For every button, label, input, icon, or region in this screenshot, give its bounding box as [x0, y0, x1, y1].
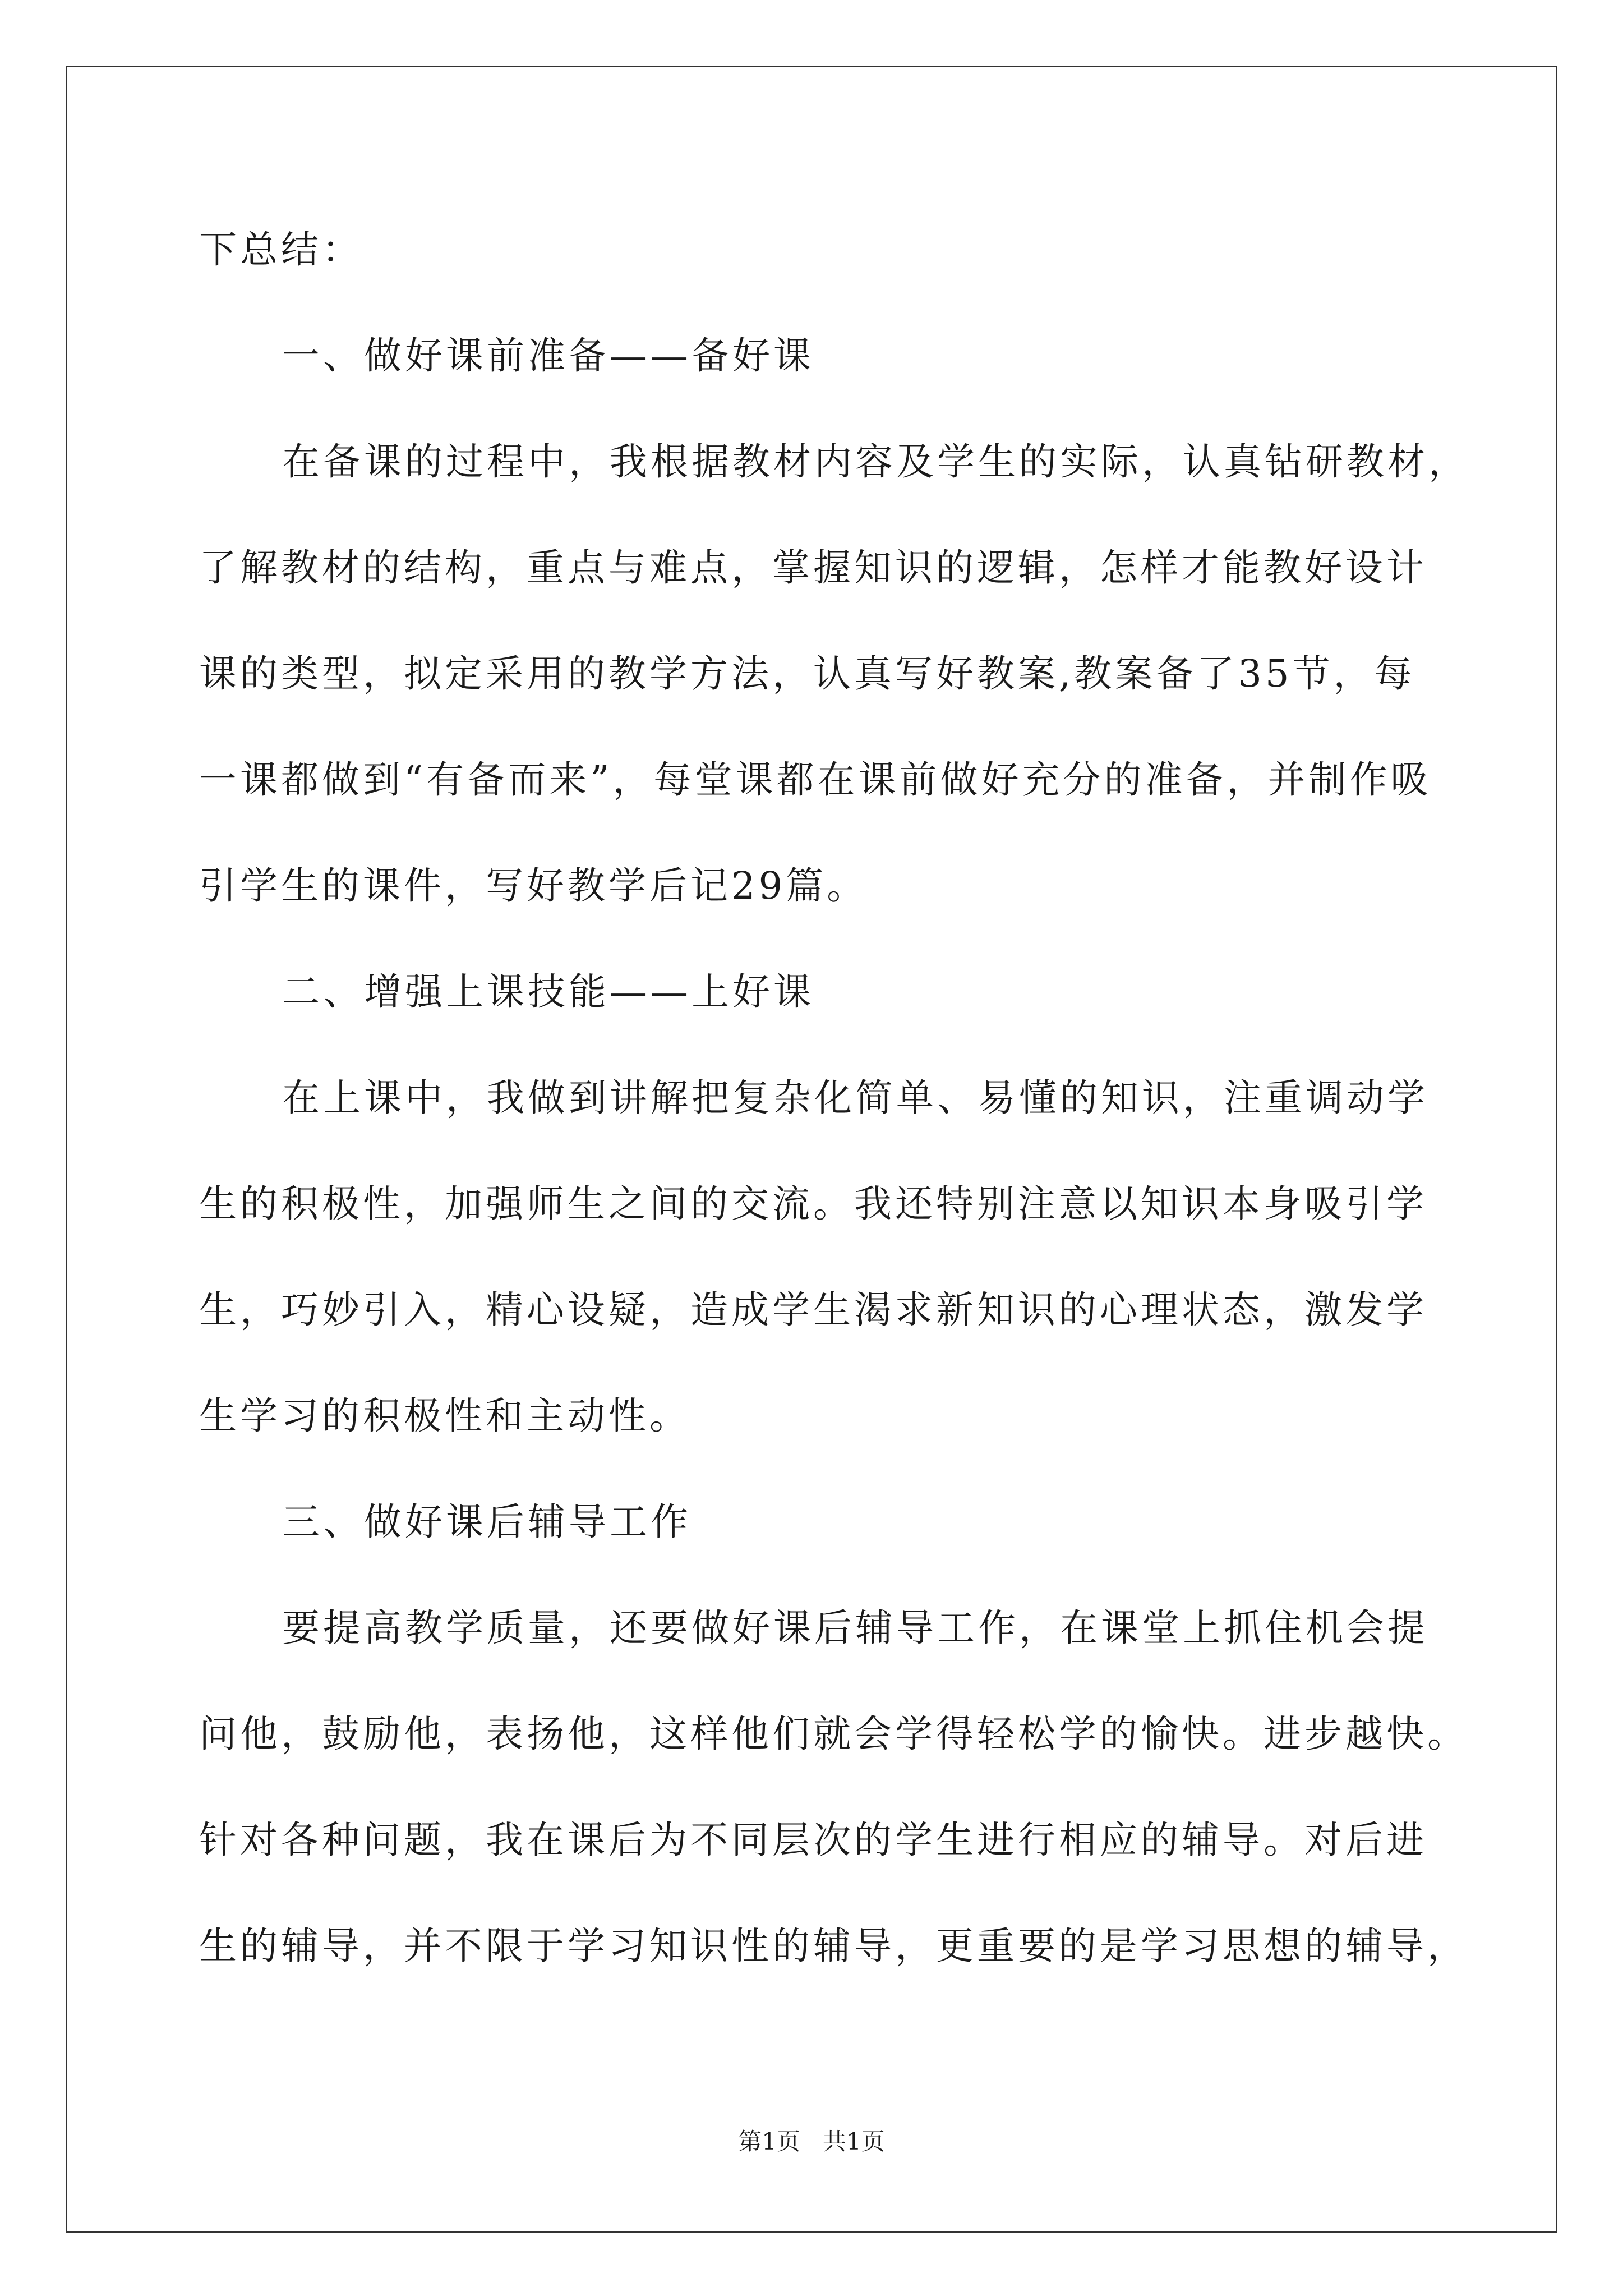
paragraph-line: 生，巧妙引入，精心设疑，造成学生渴求新知识的心理状态，激发学: [199, 1288, 1427, 1332]
paragraph-line: 问他，鼓励他，表扬他，这样他们就会学得轻松学的愉快。进步越快。: [199, 1712, 1468, 1756]
section-heading: 二、增强上课技能——上好课: [282, 970, 814, 1014]
page-number-footer: 第1页 共1页: [738, 2128, 885, 2155]
section-heading: 一、做好课前准备——备好课: [282, 334, 814, 378]
paragraph-line: 课的类型，拟定采用的教学方法，认真写好教案,教案备了35节，每: [199, 652, 1415, 696]
paragraph-line: 针对各种问题，我在课后为不同层次的学生进行相应的辅导。对后进: [199, 1818, 1427, 1862]
paragraph-line: 了解教材的结构，重点与难点，掌握知识的逻辑，怎样才能教好设计: [199, 546, 1427, 590]
document-body: [199, 224, 1469, 2027]
paragraph-line: 在备课的过程中，我根据教材内容及学生的实际，认真钻研教材，: [282, 440, 1469, 484]
paragraph-line: 引学生的课件，写好教学后记29篇。: [199, 864, 868, 908]
paragraph-line: 要提高教学质量，还要做好课后辅导工作，在课堂上抓住机会提: [282, 1606, 1428, 1650]
section-heading: 三、做好课后辅导工作: [282, 1500, 691, 1544]
paragraph-line: 生的积极性，加强师生之间的交流。我还特别注意以知识本身吸引学: [199, 1182, 1427, 1226]
paragraph-line: 一课都做到“有备而来”，每堂课都在课前做好充分的准备，并制作吸: [199, 758, 1432, 802]
paragraph-line: 在上课中，我做到讲解把复杂化简单、易懂的知识，注重调动学: [282, 1076, 1428, 1120]
paragraph-line: 生的辅导，并不限于学习知识性的辅导，更重要的是学习思想的辅导，: [199, 1924, 1468, 1968]
paragraph-line: 生学习的积极性和主动性。: [199, 1394, 690, 1438]
body-line: 下总结：: [199, 228, 363, 272]
